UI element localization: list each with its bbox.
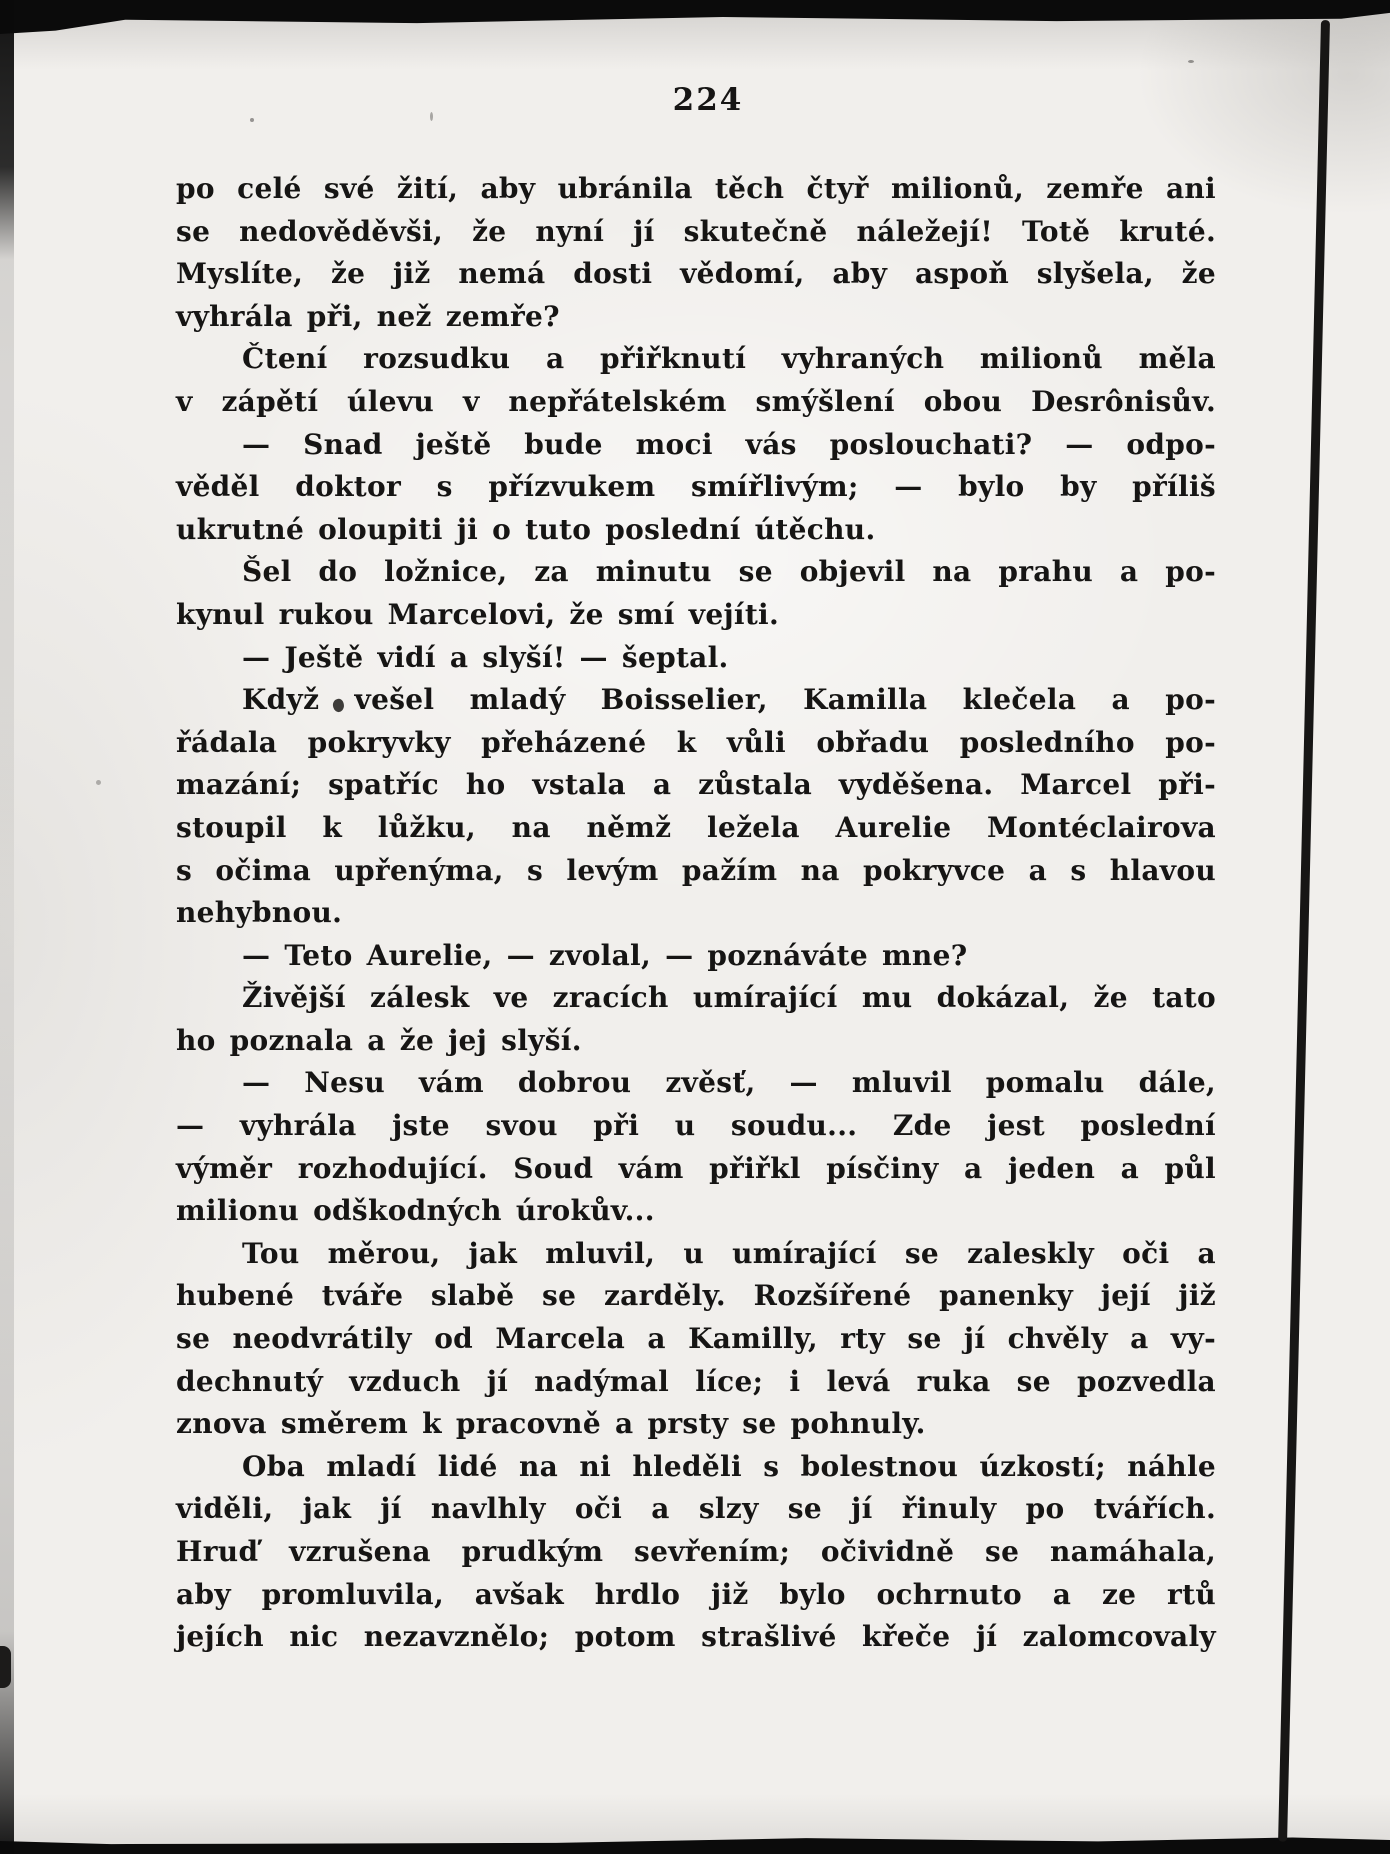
text-line: Živější zálesk ve zracích umírající mu dokázal, že tato <box>242 981 1216 1015</box>
text-line: — Snad ještě bude moci vás poslouchati? — odpo- <box>242 427 1216 461</box>
scan-bottom-edge <box>0 1836 1390 1854</box>
text-line: Když vešel mladý Boisselier, Kamilla klečela a po- <box>242 683 1216 717</box>
text-line: se nedověděvši, že nyní jí skutečně náležejí! Totě kruté. <box>176 214 1216 248</box>
text-line: v zápětí úlevu v nepřátelském smýšlení obou Desrônisův. <box>176 384 1216 418</box>
text-line: věděl doktor s přízvukem smířlivým; — bylo by příliš <box>176 470 1216 504</box>
text-line: Čtení rozsudku a přiřknutí vyhraných milionů měla <box>242 342 1216 376</box>
scan-speck <box>96 780 101 785</box>
text-line: znova směrem k pracovně a prsty se pohnuly. <box>176 1407 926 1441</box>
text-line: aby promluvila, avšak hrdlo již bylo ochrnuto a ze rtů <box>176 1577 1216 1611</box>
text-line: Myslíte, že již nemá dosti vědomí, aby aspoň slyšela, že <box>176 257 1216 291</box>
scan-left-edge <box>0 0 14 1854</box>
text-line: Šel do ložnice, za minutu se objevil na prahu a po- <box>242 555 1216 589</box>
text-line: výměr rozhodující. Soud vám přiřkl písčiny a jeden a půl <box>176 1151 1216 1185</box>
book-gutter-line <box>1278 20 1330 1842</box>
scan-top-edge <box>0 0 1390 34</box>
text-line: jejích nic nezavznělo; potom strašlivé křeče jí zalomcovaly <box>176 1620 1216 1654</box>
scan-speck <box>1188 60 1194 63</box>
text-line: stoupil k lůžku, na němž ležela Aurelie Montéclairova <box>176 810 1216 844</box>
text-line: — Nesu vám dobrou zvěsť, — mluvil pomalu dále, <box>242 1066 1216 1100</box>
text-line: po celé své žití, aby ubránila těch čtyř milionů, zemře ani <box>176 172 1216 205</box>
text-line: milionu odškodných úrokův... <box>176 1194 655 1228</box>
text-line: Hruď vzrušena prudkým sevřením; očividně se namáhala, <box>176 1535 1216 1568</box>
text-line: řádala pokryvky přeházené k vůli obřadu posledního po- <box>176 725 1216 759</box>
text-line: — Teto Aurelie, — zvolal, — poznáváte mne? <box>242 938 968 972</box>
text-line: dechnutý vzduch jí nadýmal líce; i levá ruka se pozvedla <box>176 1364 1216 1398</box>
text-line: — vyhrála jste svou při u soudu... Zde jest poslední <box>176 1109 1216 1143</box>
text-line: se neodvrátily od Marcela a Kamilly, rty se jí chvěly a vy- <box>176 1322 1216 1356</box>
text-line: hubené tváře slabě se zarděly. Rozšířené panenky její již <box>176 1279 1216 1313</box>
text-line: mazání; spatříc ho vstala a zůstala vyděšena. Marcel při- <box>176 768 1216 802</box>
text-line: kynul rukou Marcelovi, že smí vejíti. <box>176 597 780 631</box>
text-line: viděli, jak jí navlhly oči a slzy se jí řinuly po tvářích. <box>176 1492 1216 1526</box>
text-line: s očima upřenýma, s levým pažím na pokryvce a s hlavou <box>176 853 1216 887</box>
text-line: ukrutné oloupiti ji o tuto poslední útěchu. <box>176 512 876 546</box>
text-line: vyhrála při, než zemře? <box>176 299 560 333</box>
text-line: nehybnou. <box>176 896 343 930</box>
text-line: ho poznala a že jej slyší. <box>176 1023 582 1057</box>
ink-blot <box>0 1646 11 1688</box>
page-number: 224 <box>672 82 744 118</box>
scan-speck <box>250 118 254 122</box>
text-line: Tou měrou, jak mluvil, u umírající se zaleskly oči a <box>242 1236 1216 1270</box>
text-line: — Ještě vidí a slyší! — šeptal. <box>242 640 729 674</box>
text-line: Oba mladí lidé na ni hleděli s bolestnou úzkostí; náhle <box>242 1449 1216 1483</box>
text-column <box>176 168 1216 1659</box>
